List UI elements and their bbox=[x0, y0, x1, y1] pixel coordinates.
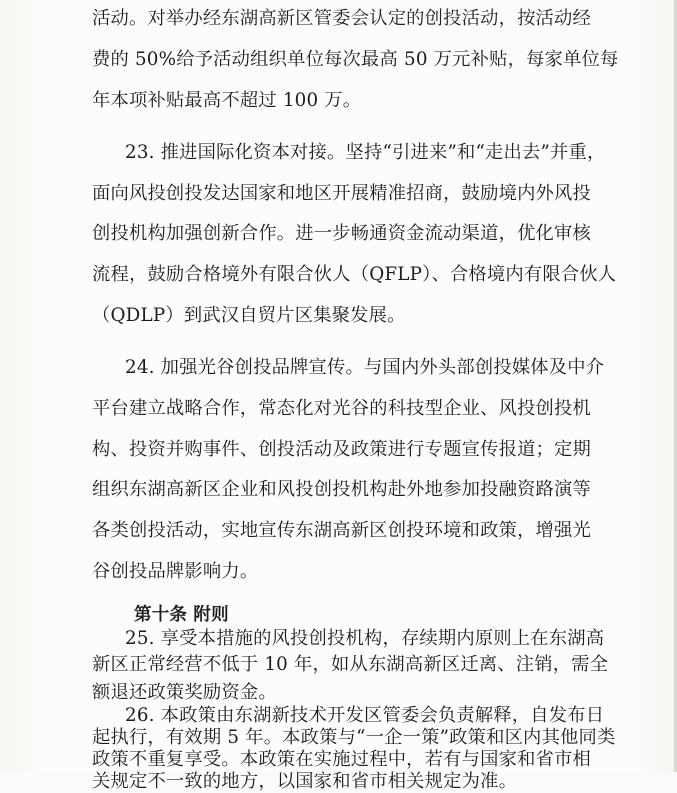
text-line: 创投机构加强创新合作。进一步畅通资金流动渠道，优化审核 bbox=[92, 223, 591, 244]
text-line: 费的 50%给予活动组织单位每次最高 50 万元补贴，每家单位每 bbox=[92, 49, 619, 70]
section-25-title: 25. 享受本措施的风投创投机构，存续期内原则上在东湖高 bbox=[125, 628, 605, 649]
text-line: 面向风投创投发达国家和地区开展精准招商，鼓励境内外风投 bbox=[92, 183, 591, 204]
text-line: 关规定不一致的地方，以国家和省市相关规定为准。 bbox=[92, 771, 518, 792]
text-line: 构、投资并购事件、创投活动及政策进行专题宣传报道；定期 bbox=[92, 439, 591, 460]
text-line: （QDLP）到武汉自贸片区集聚发展。 bbox=[92, 305, 406, 326]
section-26-title: 26. 本政策由东湖新技术开发区管委会负责解释，自发布日 bbox=[125, 705, 605, 726]
article-10-heading: 第十条 附则 bbox=[134, 605, 229, 625]
text-line: 谷创投品牌影响力。 bbox=[92, 561, 259, 582]
section-24-title: 24. 加强光谷创投品牌宣传。与国内外头部创投媒体及中介 bbox=[125, 357, 605, 378]
text-line: 活动。对举办经东湖高新区管委会认定的创投活动，按活动经 bbox=[92, 8, 591, 29]
text-line: 流程，鼓励合格境外有限合伙人（QFLP）、合格境内有限合伙人 bbox=[92, 264, 617, 285]
text-line: 年本项补贴最高不超过 100 万。 bbox=[92, 90, 362, 111]
text-line: 各类创投活动，实地宣传东湖高新区创投环境和政策，增强光 bbox=[92, 520, 591, 541]
text-line: 新区正常经营不低于 10 年，如从东湖高新区迁离、注销，需全 bbox=[92, 654, 609, 675]
section-23-title: 23. 推进国际化资本对接。坚持“引进来”和“走出去”并重， bbox=[125, 142, 606, 163]
text-line: 平台建立战略合作，常态化对光谷的科技型企业、风投创投机 bbox=[92, 398, 591, 419]
text-line: 起执行，有效期 5 年。本政策与“一企一策”政策和区内其他同类 bbox=[92, 727, 616, 748]
text-line: 额退还政策奖励资金。 bbox=[92, 682, 277, 703]
text-line: 组织东湖高新区企业和风投创投机构赴外地参加投融资路演等 bbox=[92, 479, 591, 500]
text-line: 政策不重复享受。本政策在实施过程中，若有与国家和省市相 bbox=[92, 749, 591, 770]
